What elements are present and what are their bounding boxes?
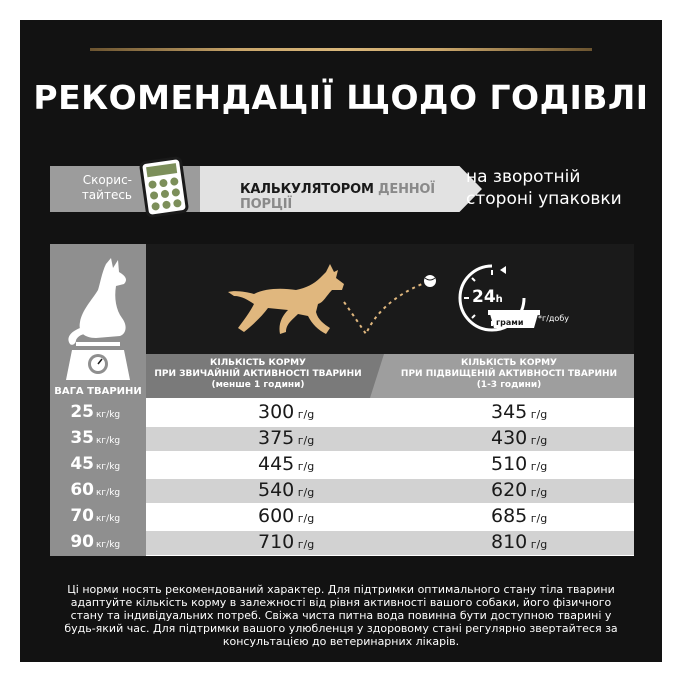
normal-value-unit: г/g: [294, 460, 315, 473]
banner-try-line2: тайтесь: [81, 188, 132, 202]
high-activity-value: [491, 453, 547, 475]
ball-icon: [424, 275, 436, 287]
table-row: [146, 401, 634, 425]
weight-unit: кг/kg: [96, 462, 121, 472]
normal-value-number: 600: [258, 505, 295, 527]
weight-cell: [50, 505, 146, 529]
normal-activity-value: [258, 401, 314, 423]
back-line1: на зворотній: [466, 167, 581, 187]
table-row: [146, 479, 634, 503]
high-value-unit: г/g: [527, 486, 548, 499]
table-row: [146, 531, 634, 555]
calculator-banner: [50, 166, 445, 212]
normal-value-number: 375: [258, 427, 295, 449]
table-row: [146, 453, 634, 477]
normal-activity-value: [258, 479, 314, 501]
high-value-number: 510: [491, 453, 528, 475]
high-value-unit: г/g: [527, 434, 548, 447]
col1-line3: (менше 1 години): [211, 380, 305, 390]
high-value-unit: г/g: [527, 408, 548, 421]
normal-value-number: 540: [258, 479, 295, 501]
normal-activity-value: [258, 531, 314, 553]
high-activity-value: [491, 531, 547, 553]
weight-cell: [50, 479, 146, 503]
high-value-unit: г/g: [527, 538, 548, 551]
col2-line1: КІЛЬКІСТЬ КОРМУ: [461, 358, 557, 368]
unit-note: *г/добу: [538, 314, 569, 323]
weight-cell: [50, 453, 146, 477]
weight-unit: кг/kg: [96, 436, 121, 446]
weight-value: 35: [70, 428, 94, 448]
page-title: РЕКОМЕНДАЦІЇ ЩОДО ГОДІВЛІ: [33, 78, 649, 117]
normal-value-unit: г/g: [294, 512, 315, 525]
high-activity-value: [491, 401, 547, 423]
back-of-pack-text: [466, 166, 622, 210]
high-value-number: 345: [491, 401, 528, 423]
banner-calc-bold: КАЛЬКУЛЯТОРОМ: [240, 182, 374, 197]
ball-trajectory: [340, 272, 440, 342]
col1-line1: КІЛЬКІСТЬ КОРМУ: [210, 358, 306, 368]
weight-value: 90: [70, 532, 94, 552]
col1-line2: ПРИ ЗВИЧАЙНІЙ АКТИВНОСТІ ТВАРИНИ: [154, 369, 362, 379]
normal-activity-value: [258, 453, 314, 475]
high-activity-value: [491, 427, 547, 449]
running-dog-icon: [226, 262, 346, 342]
weight-cell: [50, 531, 146, 555]
high-activity-value: [491, 479, 547, 501]
gold-divider: [90, 48, 592, 51]
high-value-number: 620: [491, 479, 528, 501]
weight-unit: кг/kg: [96, 488, 121, 498]
banner-try-text: [62, 173, 132, 203]
scale-plate: [76, 342, 120, 346]
clock-hours-num: 24: [472, 287, 496, 307]
weight-value: 60: [70, 480, 94, 500]
normal-value-number: 300: [258, 401, 295, 423]
normal-value-unit: г/g: [294, 434, 315, 447]
normal-value-unit: г/g: [294, 538, 315, 551]
bowl-label: грами: [496, 318, 524, 327]
normal-value-unit: г/g: [294, 486, 315, 499]
banner-calc-rest: ДЕННОЇ ПОРЦІЇ: [240, 182, 435, 212]
weight-value: 25: [70, 402, 94, 422]
normal-value-number: 710: [258, 531, 295, 553]
banner-calc-text: [240, 182, 445, 212]
weight-cell: [50, 427, 146, 451]
back-line2: стороні упаковки: [466, 189, 622, 209]
high-value-unit: г/g: [527, 460, 548, 473]
high-value-number: 430: [491, 427, 528, 449]
weight-value: 70: [70, 506, 94, 526]
high-activity-value: [491, 505, 547, 527]
weight-unit: кг/kg: [96, 540, 121, 550]
table-row: [146, 505, 634, 529]
normal-value-unit: г/g: [294, 408, 315, 421]
banner-try-line1: Скорис-: [82, 173, 132, 187]
weight-unit: кг/kg: [96, 514, 121, 524]
clock-hours: [472, 287, 503, 307]
column-header-high: [384, 358, 634, 391]
normal-activity-value: [258, 505, 314, 527]
high-value-number: 810: [491, 531, 528, 553]
column-header-normal: [146, 358, 370, 391]
high-value-unit: г/g: [527, 512, 548, 525]
footer-note: Ці норми носять рекомендований характер. Для підтримки оптимального стану тіла тварини адаптуйте кількість корму в залежності від рівня активності вашого собаки, його фізичного стану та індивідуальних потреб. Свіжа чиста питна вода повинна бути доступною тварині у будь-який час. Для підтримки вашого улюбленця у здоровому стані регулярно звертайтеся за консультацією до ветеринарних лікарів.: [64, 583, 618, 648]
normal-value-number: 445: [258, 453, 295, 475]
weight-cell: [50, 401, 146, 425]
weight-value: 45: [70, 454, 94, 474]
high-value-number: 685: [491, 505, 528, 527]
weight-header: ВАГА ТВАРИНИ: [54, 386, 142, 397]
normal-activity-value: [258, 427, 314, 449]
calculator-icon: [138, 156, 190, 218]
weight-unit: кг/kg: [96, 410, 121, 420]
table-row: [146, 427, 634, 451]
clock-hours-suffix: h: [495, 294, 503, 305]
col2-line2: ПРИ ПІДВИЩЕНІЙ АКТИВНОСТІ ТВАРИНИ: [400, 369, 618, 379]
sitting-dog-icon: [56, 258, 140, 384]
col2-line3: (1-3 години): [476, 380, 542, 390]
